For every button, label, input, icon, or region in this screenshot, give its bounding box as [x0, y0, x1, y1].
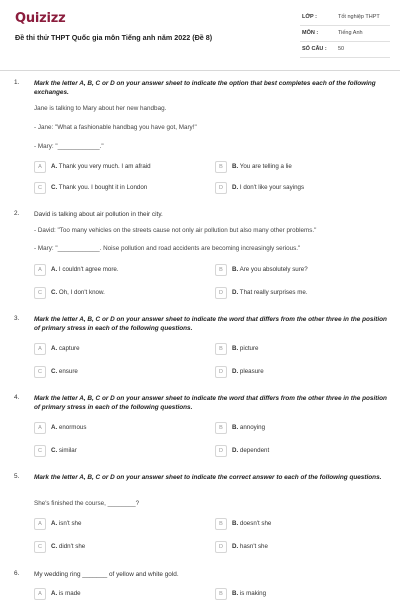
question-number: 6.	[14, 570, 20, 577]
option-letter-box: A	[34, 343, 46, 355]
option-letter-box: A	[34, 422, 46, 434]
option-letter-box: D	[215, 445, 227, 457]
option-letter-box: D	[215, 541, 227, 553]
meta-value: Tiếng Anh	[338, 30, 363, 36]
option-key: D.	[232, 184, 239, 191]
question-instruction: Mark the letter A, B, C or D on your answer sheet to indicate the word that differs from the other three in the position of primary stress in each of the following questions.	[34, 316, 387, 332]
meta-value: 50	[338, 46, 345, 52]
option-key: B.	[232, 424, 239, 431]
option-letter-box: B	[215, 264, 227, 276]
meta-label: LỚP :	[302, 14, 317, 20]
option-text: Thank you very much. I am afraid	[58, 163, 151, 170]
option-b[interactable]	[215, 343, 390, 356]
option-a[interactable]	[34, 518, 209, 531]
option-letter-box: D	[215, 287, 227, 299]
option-key: A.	[51, 590, 58, 597]
header-divider	[0, 70, 400, 71]
option-c[interactable]	[34, 182, 209, 195]
option-letter-box: C	[34, 182, 46, 194]
option-d[interactable]	[215, 182, 390, 195]
option-text: enormous	[58, 424, 87, 431]
option-text: hasn't she	[239, 543, 268, 550]
option-text: is making	[239, 590, 267, 597]
option-text: dependent	[239, 447, 270, 454]
question-instruction: My wedding ring _______ of yellow and white gold.	[34, 571, 179, 578]
question-line: - Mary: "____________."	[34, 143, 104, 150]
option-text: annoying	[239, 424, 266, 431]
option-b[interactable]	[215, 422, 390, 435]
option-b[interactable]	[215, 588, 390, 600]
option-letter-box: B	[215, 161, 227, 173]
option-letter-box: A	[34, 588, 46, 600]
option-key: A.	[51, 163, 58, 170]
option-key: A.	[51, 266, 58, 273]
meta-row-class	[300, 11, 390, 26]
option-key: C.	[51, 184, 58, 191]
question-line: - David: "Too many vehicles on the streets cause not only air pollution but also many other problems."	[34, 227, 317, 234]
option-text: That really surprises me.	[239, 289, 308, 296]
option-text: didn't she	[58, 543, 86, 550]
option-text: I couldn't agree more.	[58, 266, 119, 273]
option-a[interactable]	[34, 343, 209, 356]
option-key: B.	[232, 520, 239, 527]
page-title: Đề thi thử THPT Quốc gia môn Tiếng anh năm 2022 (Đề 8)	[15, 33, 213, 42]
option-key: B.	[232, 163, 239, 170]
option-key: C.	[51, 289, 58, 296]
question-line: - Mary: "____________. Noise pollution and road accidents are becoming increasingly serious."	[34, 245, 301, 252]
question-line: - Jane: "What a fashionable handbag you have got, Mary!"	[34, 124, 197, 131]
option-key: B.	[232, 590, 239, 597]
option-key: C.	[51, 447, 58, 454]
option-letter-box: A	[34, 264, 46, 276]
meta-label: MÔN :	[302, 30, 319, 36]
meta-value: Tốt nghiệp THPT	[338, 14, 380, 20]
question-number: 5.	[14, 473, 20, 480]
quizizz-logo: Quizizz	[15, 11, 66, 26]
option-key: C.	[51, 543, 58, 550]
option-key: A.	[51, 520, 58, 527]
question-instruction: David is talking about air pollution in their city.	[34, 211, 163, 218]
question-instruction: Mark the letter A, B, C or D on your answer sheet to indicate the word that differs from the other three in the position of primary stress in each of the following questions.	[34, 395, 387, 411]
question-line: Jane is talking to Mary about her new handbag.	[34, 105, 167, 112]
option-d[interactable]	[215, 445, 390, 458]
option-letter-box: D	[215, 182, 227, 194]
option-key: D.	[232, 289, 239, 296]
option-key: D.	[232, 543, 239, 550]
option-text: similar	[58, 447, 77, 454]
option-letter-box: A	[34, 161, 46, 173]
option-letter-box: B	[215, 343, 227, 355]
option-letter-box: B	[215, 588, 227, 600]
option-letter-box: D	[215, 366, 227, 378]
option-c[interactable]	[34, 541, 209, 554]
option-letter-box: B	[215, 422, 227, 434]
option-letter-box: C	[34, 287, 46, 299]
option-text: is made	[58, 590, 81, 597]
option-key: D.	[232, 447, 239, 454]
option-letter-box: B	[215, 518, 227, 530]
option-letter-box: C	[34, 445, 46, 457]
option-text: Oh, I don't know.	[58, 289, 105, 296]
option-letter-box: C	[34, 366, 46, 378]
option-text: ensure	[58, 368, 78, 375]
question-instruction: Mark the letter A, B, C or D on your answer sheet to indicate the option that best completes each of the following exchanges.	[34, 80, 376, 96]
option-d[interactable]	[215, 287, 390, 300]
question-number: 2.	[14, 210, 20, 217]
option-text: isn't she	[58, 520, 82, 527]
option-d[interactable]	[215, 541, 390, 554]
question-number: 4.	[14, 394, 20, 401]
option-d[interactable]	[215, 366, 390, 379]
option-text: Thank you. I bought it in London	[58, 184, 148, 191]
option-key: B.	[232, 266, 239, 273]
question-number: 3.	[14, 315, 20, 322]
option-text: I don't like your sayings	[239, 184, 305, 191]
option-key: A.	[51, 424, 58, 431]
option-text: Are you absolutely sure?	[239, 266, 308, 273]
option-b[interactable]	[215, 518, 390, 531]
meta-label: SỐ CÂU :	[302, 46, 327, 52]
option-key: D.	[232, 368, 239, 375]
question-number: 1.	[14, 79, 20, 86]
worksheet-header	[0, 0, 400, 68]
option-a[interactable]	[34, 588, 209, 600]
option-key: A.	[51, 345, 58, 352]
option-a[interactable]	[34, 264, 209, 277]
option-key: B.	[232, 345, 239, 352]
option-a[interactable]	[34, 422, 209, 435]
option-text: picture	[239, 345, 259, 352]
option-text: pleasure	[239, 368, 264, 375]
option-text: doesn't she	[239, 520, 272, 527]
meta-row-count	[300, 43, 390, 58]
option-c[interactable]	[34, 445, 209, 458]
meta-row-subject	[300, 27, 390, 42]
meta-table	[300, 11, 390, 59]
option-b[interactable]	[215, 161, 390, 174]
option-key: C.	[51, 368, 58, 375]
option-text: You are telling a lie	[239, 163, 292, 170]
option-c[interactable]	[34, 287, 209, 300]
option-letter-box: A	[34, 518, 46, 530]
option-text: capture	[58, 345, 80, 352]
option-b[interactable]	[215, 264, 390, 277]
option-letter-box: C	[34, 541, 46, 553]
question-instruction: Mark the letter A, B, C or D on your answer sheet to indicate the correct answer to each of the following questions.	[34, 474, 382, 481]
question-line: She's finished the course, ________?	[34, 500, 140, 507]
option-c[interactable]	[34, 366, 209, 379]
option-a[interactable]	[34, 161, 209, 174]
